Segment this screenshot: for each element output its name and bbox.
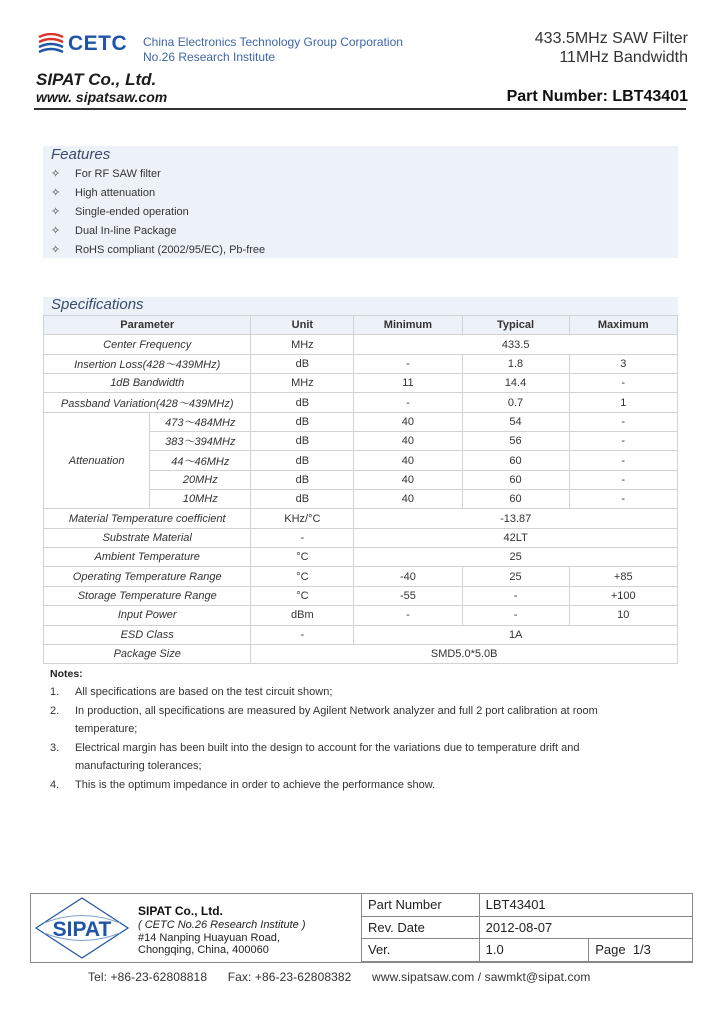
table-row: Operating Temperature Range °C -40 25 +85 bbox=[44, 567, 678, 586]
specifications-section-header bbox=[43, 297, 678, 315]
part-number-value: LBT43401 bbox=[479, 894, 692, 917]
table-row: 383～394MHz dB 40 56 - bbox=[44, 432, 678, 451]
version-value: 1.0 bbox=[479, 939, 589, 962]
table-row: Package Size SMD5.0*5.0B bbox=[44, 644, 678, 663]
feature-item: ✧ Single-ended operation bbox=[51, 206, 189, 218]
feature-item: ✧ High attenuation bbox=[51, 187, 156, 199]
sipat-logo-icon bbox=[34, 896, 130, 960]
table-row: Substrate Material - 42LT bbox=[44, 528, 678, 547]
table-row: Center Frequency MHz 433.5 bbox=[44, 335, 678, 354]
cetc-logo-icon bbox=[36, 33, 66, 55]
specifications-table bbox=[43, 315, 678, 664]
footer-address-line-1: #14 Nanping Huayuan Road, bbox=[138, 932, 280, 944]
footer-contact: Tel: +86-23-62808818 Fax: +86-23-62808382 www.sipatsaw.com / sawmkt@sipat.com bbox=[88, 970, 591, 984]
footer-address-line-2: Chongqing, China, 400060 bbox=[138, 944, 269, 956]
rev-date-label: Rev. Date bbox=[362, 916, 480, 939]
table-row: Input Power dBm - - 10 bbox=[44, 606, 678, 625]
company-name: SIPAT Co., Ltd. bbox=[36, 70, 157, 89]
column-header: Unit bbox=[251, 316, 354, 335]
table-row: 10MHz dB 40 60 - bbox=[44, 490, 678, 509]
column-header: Typical bbox=[462, 316, 569, 335]
table-row: Attenuation 473～484MHz dB 40 54 - bbox=[44, 412, 678, 431]
doc-title-line-2: 11MHz Bandwidth bbox=[559, 49, 688, 66]
table-row: 44～46MHz dB 40 60 - bbox=[44, 451, 678, 470]
version-label: Ver. bbox=[362, 939, 480, 962]
column-header: Maximum bbox=[569, 316, 677, 335]
diamond-bullet-icon: ✧ bbox=[51, 244, 61, 256]
doc-title-line-1: 433.5MHz SAW Filter bbox=[534, 30, 688, 47]
notes-title: Notes: bbox=[50, 668, 83, 680]
footer-company-name: SIPAT Co., Ltd. bbox=[138, 904, 223, 918]
table-row: Ambient Temperature °C 25 bbox=[44, 548, 678, 567]
part-number-heading: Part Number: LBT43401 bbox=[506, 88, 688, 105]
feature-item: ✧ RoHS compliant (2002/95/EC), Pb-free bbox=[51, 244, 266, 256]
table-row bbox=[362, 939, 693, 962]
table-row: Insertion Loss(428～439MHz) dB - 1.8 3 bbox=[44, 354, 678, 373]
features-title: Features bbox=[51, 146, 111, 163]
diamond-bullet-icon: ✧ bbox=[51, 168, 61, 180]
page-cell: Page 1/3 bbox=[589, 939, 693, 962]
footer-company-sub: ( CETC No.26 Research Institute ) bbox=[138, 919, 306, 931]
part-number-label: Part Number bbox=[362, 894, 480, 917]
features-section bbox=[43, 146, 678, 258]
feature-item: ✧ For RF SAW filter bbox=[51, 168, 161, 180]
diamond-bullet-icon: ✧ bbox=[51, 225, 61, 237]
table-header-row bbox=[44, 316, 678, 335]
header-divider bbox=[34, 108, 686, 110]
attenuation-label: Attenuation bbox=[44, 412, 150, 509]
corp-line-2: No.26 Research Institute bbox=[143, 50, 276, 64]
column-header: Minimum bbox=[354, 316, 462, 335]
table-row bbox=[362, 894, 693, 917]
table-row: Storage Temperature Range °C -55 - +100 bbox=[44, 586, 678, 605]
corp-line-1: China Electronics Technology Group Corporation bbox=[143, 35, 403, 49]
table-row: 1dB Bandwidth MHz 11 14.4 - bbox=[44, 374, 678, 393]
diamond-bullet-icon: ✧ bbox=[51, 187, 61, 199]
revision-table bbox=[361, 893, 693, 962]
table-row: Passband Variation(428～439MHz) dB - 0.7 1 bbox=[44, 393, 678, 412]
table-row: ESD Class - 1A bbox=[44, 625, 678, 644]
rev-date-value: 2012-08-07 bbox=[479, 916, 692, 939]
specifications-title: Specifications bbox=[51, 296, 144, 313]
column-header: Parameter bbox=[44, 316, 251, 335]
table-row: 20MHz dB 40 60 - bbox=[44, 470, 678, 489]
table-row bbox=[362, 916, 693, 939]
diamond-bullet-icon: ✧ bbox=[51, 206, 61, 218]
company-website: www. sipatsaw.com bbox=[36, 89, 168, 105]
table-row: Material Temperature coefficient KHz/°C -13.87 bbox=[44, 509, 678, 528]
sipat-logo-text: SIPAT bbox=[52, 918, 112, 941]
feature-item: ✧ Dual In-line Package bbox=[51, 225, 177, 237]
cetc-logo-text: CETC bbox=[68, 32, 128, 55]
